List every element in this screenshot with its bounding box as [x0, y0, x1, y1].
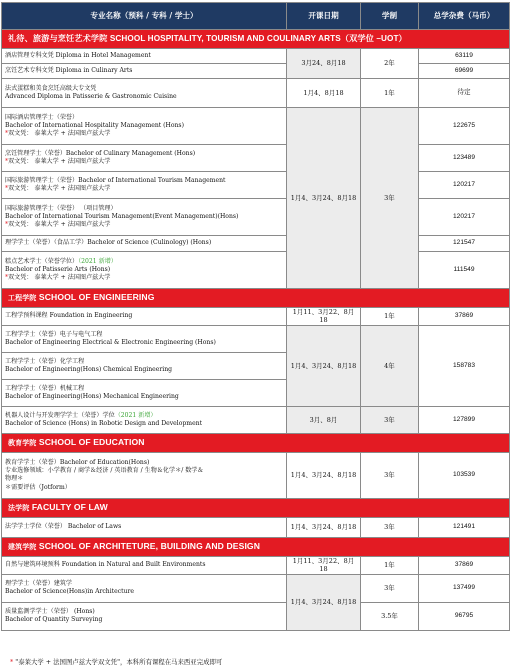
table-row — [2, 517, 510, 537]
fee-cell: 127899 — [419, 406, 510, 433]
fee-cell: 69699 — [419, 64, 510, 79]
table-row — [2, 145, 510, 172]
col-programme: 专业名称（预科 / 专科 / 学士） — [2, 3, 287, 30]
star-icon: * — [5, 158, 9, 165]
fee-cell: 120217 — [419, 199, 510, 236]
star-icon: * — [5, 221, 9, 229]
duration-cell: 3年 — [361, 406, 419, 433]
footnote — [10, 657, 222, 666]
programme-name: 法学学士学位（荣誉） Bachelor of Laws — [2, 517, 287, 537]
duration-cell: 3年 — [361, 574, 419, 602]
section-title-cn: 教育学院 — [8, 439, 37, 447]
name-en: Bachelor of Science (Hons) in Robotic Design and Development — [5, 419, 203, 427]
programme-name: 工程学预科课程 Foundation in Engineering — [2, 308, 287, 326]
intake-cell: 1月4、3月24、8月18 — [287, 325, 361, 406]
section-title — [2, 433, 510, 452]
dual-award-text: 双文凭： 泰莱大学 + 法国图卢兹大学 — [8, 221, 111, 229]
star-icon: * — [10, 658, 14, 666]
programme-name: 烹饪艺术专科文凭 Diploma in Culinary Arts — [2, 64, 287, 79]
star-icon: * — [5, 185, 9, 192]
name-cn-text: 糕点艺术学士（荣誉学位） — [5, 257, 79, 265]
dual-award-text: 双文凭： 泰莱大学 + 法国图卢兹大学 — [8, 274, 111, 282]
duration-cell: 3年 — [361, 452, 419, 498]
name-en: Bachelor of Science(Hons)in Architecture — [5, 588, 135, 596]
table-row — [2, 308, 510, 326]
programme-name — [2, 199, 287, 236]
section-architecture — [2, 537, 510, 556]
dual-award-note — [5, 158, 283, 166]
new-badge: （2021 新增） — [114, 411, 157, 419]
dual-award-text: 双文凭： 泰莱大学 + 法国图卢兹大学 — [8, 158, 111, 165]
name-cn: 工程学学士（荣誉）机械工程 — [5, 384, 85, 392]
duration-cell: 1年 — [361, 79, 419, 108]
fee-cell: 121547 — [419, 236, 510, 252]
name-en: Bachelor of Engineering(Hons) Chemical Engineering — [5, 365, 173, 373]
programme-name — [2, 252, 287, 289]
section-title-cn: 法学院 — [8, 504, 30, 512]
footnote-text: "泰莱大学 + 法国图卢兹大学双文凭"，本科所有课程在马来西亚完成即可 — [15, 658, 223, 666]
section-title — [2, 498, 510, 517]
dual-award-text: 双文凭： 泰莱大学 + 法国图卢兹大学 — [8, 130, 111, 138]
star-icon: * — [5, 274, 9, 282]
intake-cell: 1月4、3月24、8月18 — [287, 452, 361, 498]
section-title — [2, 289, 510, 308]
programme-name: 酒店管理专科文凭 Diploma in Hotel Management — [2, 49, 287, 64]
duration-cell: 3年 — [361, 517, 419, 537]
section-title-en: SCHOOL OF ENGINEERING — [38, 291, 155, 302]
dual-award-note — [5, 274, 283, 282]
name-cn: 法式蛋糕和美食烹饪高级大专文凭 — [5, 84, 97, 92]
name-en: Bachelor of International Hospitality Management (Hons) — [5, 121, 184, 129]
section-engineering — [2, 289, 510, 308]
duration-cell: 3.5年 — [361, 602, 419, 630]
elective-areas-cont: 物理＊ — [5, 475, 24, 483]
programme-name — [2, 352, 287, 379]
programme-name: 理学学士（荣誉）（食品工学）Bachelor of Science (Culinology) (Hons) — [2, 236, 287, 252]
col-intake: 开课日期 — [287, 3, 361, 30]
section-title-en: FACULTY OF LAW — [31, 501, 108, 512]
programme-name — [2, 172, 287, 199]
programme-name — [2, 325, 287, 352]
table-row — [2, 602, 510, 630]
fee-cell: 123489 — [419, 145, 510, 172]
fee-cell: 37869 — [419, 556, 510, 574]
programme-name — [2, 602, 287, 630]
fee-cell: 103539 — [419, 452, 510, 498]
fee-cell: 122675 — [419, 108, 510, 145]
table-header — [2, 3, 510, 30]
table-row — [2, 406, 510, 433]
table-row — [2, 325, 510, 352]
fee-cell: 37869 — [419, 308, 510, 326]
col-fee: 总学杂费（马币） — [419, 3, 510, 30]
name-cn: 理学学士（荣誉）建筑学 — [5, 579, 73, 587]
fee-cell: 137499 — [419, 574, 510, 602]
duration-cell: 1年 — [361, 308, 419, 326]
name-text: 教育学学士（荣誉）Bachelor of Education(Hons) — [5, 458, 150, 466]
programme-name — [2, 379, 287, 406]
name-cn-text: 机器人设计与开发理学学士（荣誉）学位 — [5, 411, 115, 419]
name-text: 烹饪管理学士（荣誉）Bachelor of Culinary Management (Hons) — [5, 149, 196, 157]
section-title — [2, 537, 510, 556]
fee-cell: 96795 — [419, 602, 510, 630]
fee-cell: 120217 — [419, 172, 510, 199]
table-row — [2, 64, 510, 79]
name-cn — [5, 412, 283, 420]
name-cn: 国际酒店管理学士（荣誉） — [5, 113, 79, 121]
dual-award-note — [5, 221, 283, 229]
table-row — [2, 236, 510, 252]
name-cn: 工程学学士（荣誉）化学工程 — [5, 357, 85, 365]
duration-cell: 3年 — [361, 108, 419, 289]
programme-name — [2, 79, 287, 108]
programme-name: 自然与建筑环境预科 Foundation in Natural and Built Environments — [2, 556, 287, 574]
section-education — [2, 433, 510, 452]
table-row — [2, 79, 510, 108]
elective-areas: 专业选修领域：小学教育 / 商学＆经济 / 英语教育 / 生物＆化学＊/ 数学＆ — [5, 467, 204, 475]
star-icon: * — [5, 130, 9, 138]
name-en: Bachelor of Quantity Surveying — [5, 616, 103, 624]
table-row — [2, 199, 510, 236]
assessment-note: ＊需要评估（Jotform） — [5, 483, 71, 491]
fee-cell: 111549 — [419, 252, 510, 289]
fee-cell: 待定 — [419, 79, 510, 108]
name-cn: 工程学学士（荣誉）电子与电气工程 — [5, 330, 103, 338]
intake-cell: 1月4、8月18 — [287, 79, 361, 108]
duration-cell: 1年 — [361, 556, 419, 574]
table-row — [2, 252, 510, 289]
table-row — [2, 172, 510, 199]
section-law — [2, 498, 510, 517]
table-row — [2, 49, 510, 64]
table-row — [2, 452, 510, 498]
dual-award-note — [5, 130, 283, 138]
section-hospitality — [2, 30, 510, 49]
duration-cell: 2年 — [361, 49, 419, 79]
dual-award-text: 双文凭： 泰莱大学 + 法国图卢兹大学 — [8, 185, 111, 192]
fee-table — [1, 2, 510, 631]
section-title-en: SCHOOL OF EDUCATION — [38, 436, 145, 447]
duration-cell: 4年 — [361, 325, 419, 406]
intake-cell: 1月11、3月22、8月18 — [287, 308, 361, 326]
name-en: Bachelor of Engineering(Hons) Mechanical Engineering — [5, 392, 179, 400]
name-text: 国际旅游管理学士（荣誉）Bachelor of International Tourism Management — [5, 176, 226, 184]
intake-cell: 3月24、8月18 — [287, 49, 361, 79]
intake-cell: 1月4、3月24、8月18 — [287, 108, 361, 289]
col-duration: 学制 — [361, 3, 419, 30]
table-row — [2, 108, 510, 145]
intake-cell: 1月4、3月24、8月18 — [287, 517, 361, 537]
section-title-cn: 建筑学院 — [8, 543, 37, 551]
section-title-cn: 工程学院 — [8, 294, 37, 302]
fee-cell: 63119 — [419, 49, 510, 64]
name-en: Bachelor of International Tourism Management(Event Management)(Hons) — [5, 212, 239, 220]
table-row — [2, 556, 510, 574]
intake-cell: 1月4、3月24、8月18 — [287, 574, 361, 630]
intake-cell: 3月、8月 — [287, 406, 361, 433]
name-en: Bachelor of Patisserie Arts (Hons) — [5, 265, 111, 273]
section-title: 礼待、旅游与烹饪艺术学院 SCHOOL HOSPITALITY, TOURISM AND COULINARY ARTS（双学位 –UOT） — [2, 30, 510, 49]
programme-name — [2, 452, 287, 498]
programme-name — [2, 108, 287, 145]
table-row — [2, 574, 510, 602]
fee-cell: 121491 — [419, 517, 510, 537]
dual-award-note — [5, 185, 283, 193]
name-en: Bachelor of Engineering Electrical & Electronic Engineering (Hons) — [5, 338, 216, 346]
new-badge: （2021 新增） — [78, 257, 117, 265]
fee-cell: 158783 — [419, 325, 510, 406]
name-en: Advanced Diploma in Patisserie & Gastronomic Cuisine — [5, 93, 177, 100]
intake-cell: 1月11、3月22、8月18 — [287, 556, 361, 574]
section-title-en: SCHOOL OF ARCHITETURE, BUILDING AND DESIGN — [38, 540, 261, 551]
name-cn: 国际旅游管理学士（荣誉） （项目管理） — [5, 204, 117, 212]
programme-name — [2, 406, 287, 433]
programme-name — [2, 574, 287, 602]
name-cn: 质量监测学学士（荣誉） (Hons) — [5, 607, 95, 615]
programme-name — [2, 145, 287, 172]
name-cn — [5, 258, 283, 266]
